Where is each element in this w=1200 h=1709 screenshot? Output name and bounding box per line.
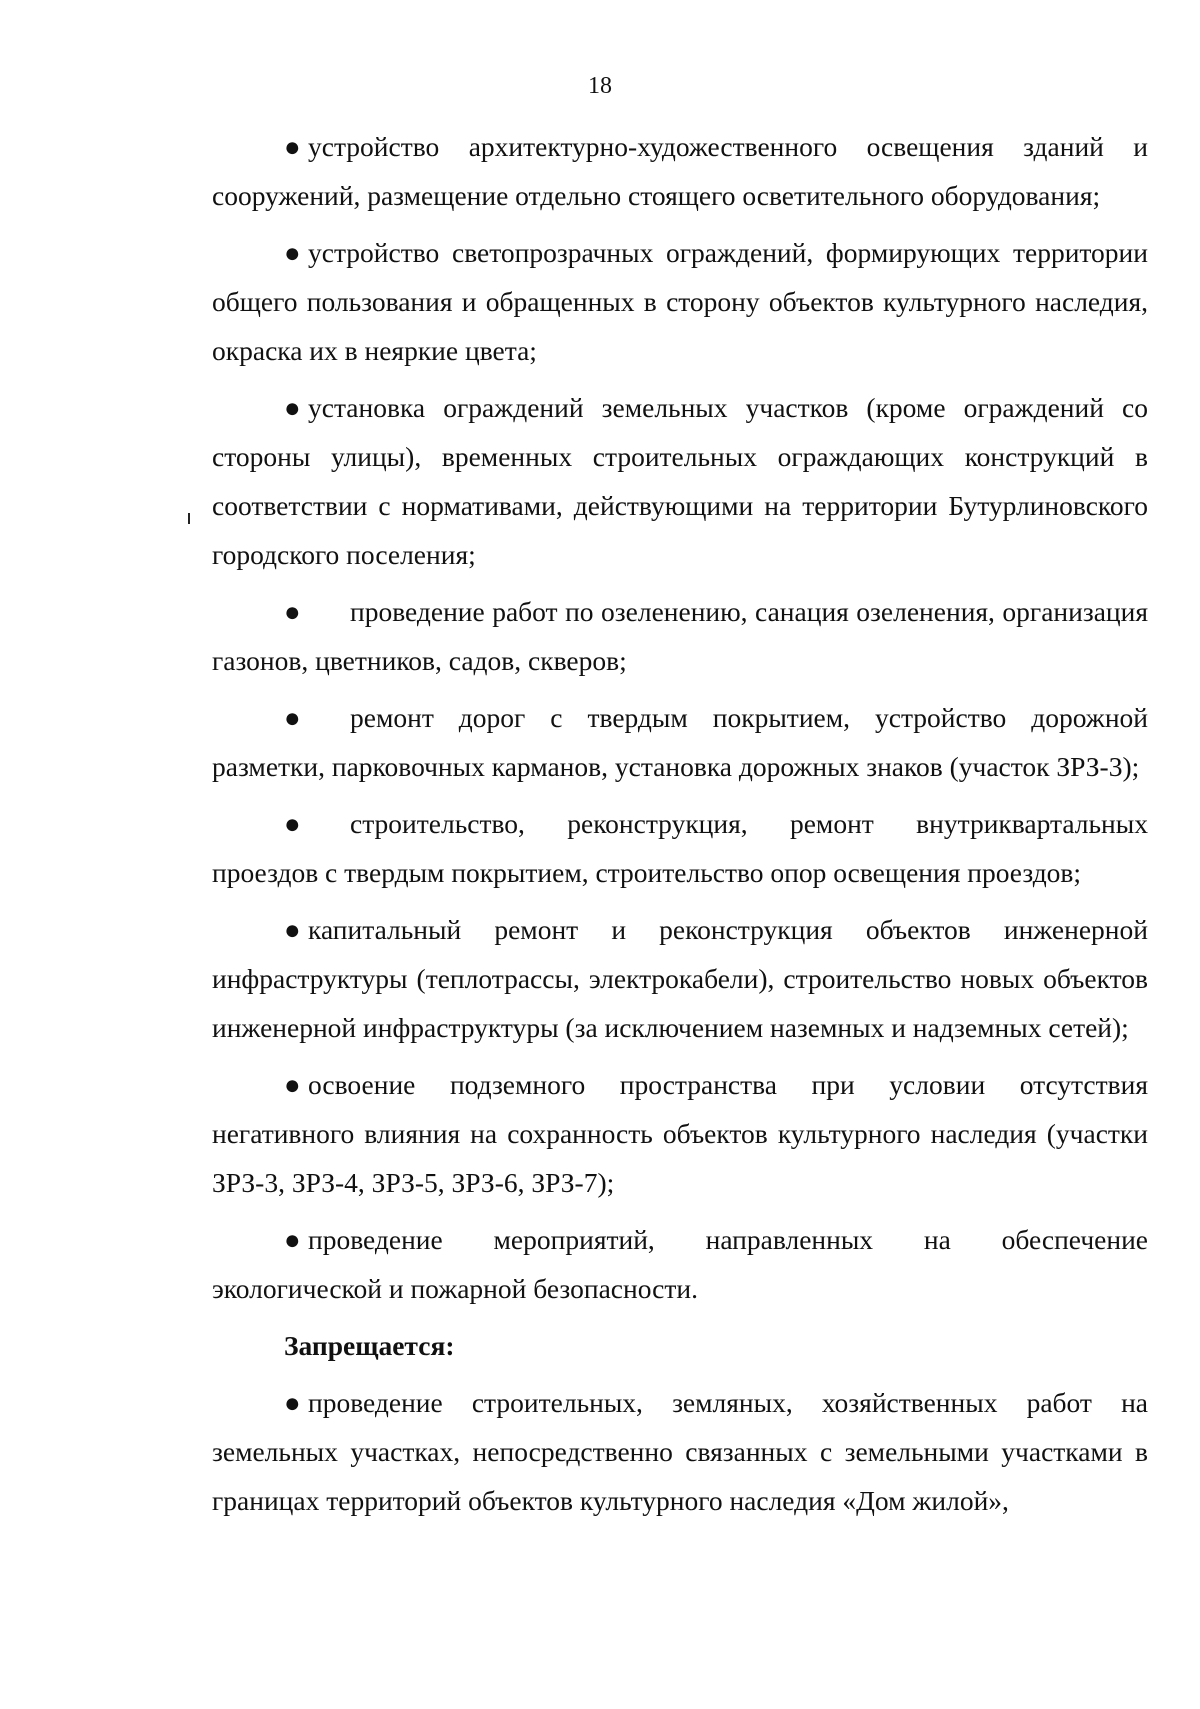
list-item: ● проведение строительных, земляных, хозяйственных работ на земельных участках, непосредственно связанных с земельными участками в границах территорий объектов культурного наследия «Дом жилой», [212, 1378, 1148, 1525]
bullet-icon: ● [284, 237, 301, 268]
list-item: ● устройство светопрозрачных ограждений, формирующих территории общего пользования и обращенных в сторону объектов культурного наследия, окраска их в неяркие цвета; [212, 228, 1148, 375]
bullet-icon: ● [284, 1387, 301, 1418]
list-item: ● освоение подземного пространства при условии отсутствия негативного влияния на сохранность объектов культурного наследия (участки ЗРЗ-3, ЗРЗ-4, ЗРЗ-5, ЗРЗ-6, ЗРЗ-7); [212, 1060, 1148, 1207]
stray-mark [188, 513, 190, 524]
document-body [212, 122, 1148, 1533]
bullet-icon: ● [284, 392, 301, 423]
bullet-icon: ● [284, 1069, 301, 1100]
bullet-icon: ● [284, 808, 301, 839]
bullet-icon: ● [284, 596, 301, 627]
list-item: ● проведение работ по озеленению, санация озеленения, организация газонов, цветников, садов, скверов; [212, 587, 1148, 685]
bullet-icon: ● [284, 702, 301, 733]
bullet-icon: ● [284, 1224, 301, 1255]
list-item: ● установка ограждений земельных участков (кроме ограждений со стороны улицы), временных строительных ограждающих конструкций в соответствии с нормативами, действующими на территории Бутурлиновского городского поселения; [212, 383, 1148, 579]
list-item: ● строительство, реконструкция, ремонт внутриквартальных проездов с твердым покрытием, строительство опор освещения проездов; [212, 799, 1148, 897]
bullet-icon: ● [284, 131, 301, 162]
section-heading: Запрещается: [284, 1330, 455, 1361]
list-item: ● ремонт дорог с твердым покрытием, устройство дорожной разметки, парковочных карманов, установка дорожных знаков (участок ЗРЗ-3); [212, 693, 1148, 791]
list-item: ● проведение мероприятий, направленных на обеспечение экологической и пожарной безопасности. [212, 1215, 1148, 1313]
list-item: ● капитальный ремонт и реконструкция объектов инженерной инфраструктуры (теплотрассы, электрокабели), строительство новых объектов инженерной инфраструктуры (за исключением наземных и надземных сетей); [212, 905, 1148, 1052]
list-item: ● устройство архитектурно-художественного освещения зданий и сооружений, размещение отдельно стоящего осветительного оборудования; [212, 122, 1148, 220]
bullet-icon: ● [284, 914, 301, 945]
page-number: 18 [588, 73, 612, 99]
